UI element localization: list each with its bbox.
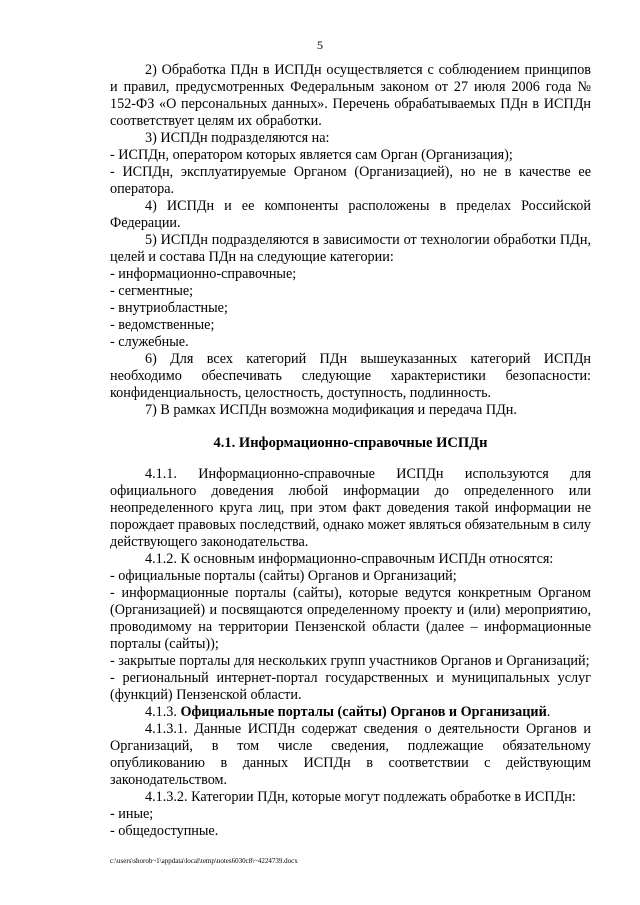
paragraph-q2: 4.1.2. К основным информационно-справочным ИСПДн относятся: bbox=[145, 551, 554, 567]
paragraph-q1: 4.1.1. Информационно-справочные ИСПДн используются для официального доведения любой информации до определенного или неопределенного круга лиц, при этом факт доведения такой информации не порождает правовых последствий, однако может являться обязательным в силу действующего законодательства. bbox=[110, 466, 591, 550]
footer-file-path: c:\users\shorob~1\appdata\local\temp\notes6030c8\~4224739.docx bbox=[110, 857, 298, 865]
paragraph-p5: 5) ИСПДн подразделяются в зависимости от технологии обработки ПДн, целей и состава ПДн на следующие категории: bbox=[110, 232, 591, 265]
paragraph-p5a: - информационно-справочные; bbox=[110, 266, 297, 282]
paragraph-p5b: - сегментные; bbox=[110, 283, 194, 299]
subsection-number: 4.1.3. bbox=[145, 704, 177, 720]
paragraphs-top bbox=[110, 62, 591, 419]
document-body bbox=[110, 62, 591, 840]
paragraph-p3a: - ИСПДн, оператором которых является сам Орган (Организация); bbox=[110, 147, 513, 163]
paragraphs-end bbox=[110, 721, 591, 840]
paragraph-p5c: - внутриобластные; bbox=[110, 300, 228, 316]
subsection-title: Официальные порталы (сайты) Органов и Организаций bbox=[180, 704, 547, 720]
paragraph-r1: 4.1.3.1. Данные ИСПДн содержат сведения о деятельности Органов и Организаций, в том числе сведения, подлежащие обязательному опубликованию в данных ИСПДн в соответствии с действующим законодательством. bbox=[110, 721, 591, 788]
paragraph-p4: 4) ИСПДн и ее компоненты расположены в пределах Российской Федерации. bbox=[110, 198, 591, 231]
paragraph-p3: 3) ИСПДн подразделяются на: bbox=[145, 130, 330, 146]
paragraph-p3b: - ИСПДн, эксплуатируемые Органом (Организацией), но не в качестве ее оператора. bbox=[110, 164, 591, 197]
paragraph-p5d: - ведомственные; bbox=[110, 317, 215, 333]
subsection-4-1-3 bbox=[110, 704, 591, 721]
paragraph-p5e: - служебные. bbox=[110, 334, 189, 350]
paragraphs-bottom bbox=[110, 466, 591, 704]
paragraph-r2: 4.1.3.2. Категории ПДн, которые могут подлежать обработке в ИСПДн: bbox=[145, 789, 576, 805]
paragraph-q2d: - региональный интернет-портал государственных и муниципальных услуг (функций) Пензенской области. bbox=[110, 670, 591, 703]
paragraph-p6: 6) Для всех категорий ПДн вышеуказанных категорий ИСПДн необходимо обеспечивать следующие характеристики безопасности: конфиденциальность, целостность, доступность, подлинность. bbox=[110, 351, 591, 401]
subsection-end: . bbox=[546, 704, 551, 720]
paragraph-p7: 7) В рамках ИСПДн возможна модификация и передача ПДн. bbox=[145, 402, 517, 418]
paragraph-q2c: - закрытые порталы для нескольких групп участников Органов и Организаций; bbox=[110, 653, 590, 669]
paragraph-q2b: - информационные порталы (сайты), которые ведутся конкретным Органом (Организацией) и посвящаются определенному проекту и (или) мероприятию, проводимому на территории Пензенской области (далее – информационные порталы (сайты)); bbox=[110, 585, 591, 652]
paragraph-r2a: - иные; bbox=[110, 806, 154, 822]
page-number: 5 bbox=[317, 38, 323, 52]
paragraph-p2: 2) Обработка ПДн в ИСПДн осуществляется с соблюдением принципов и правил, предусмотренных Федеральным законом от 27 июля 2006 года № 152-ФЗ «О персональных данных». Перечень обрабатываемых ПДн в ИСПДн соответствует целям их обработки. bbox=[110, 62, 591, 129]
section-heading: 4.1. Информационно-справочные ИСПДн bbox=[213, 435, 488, 451]
paragraph-q2a: - официальные порталы (сайты) Органов и Организаций; bbox=[110, 568, 457, 584]
paragraph-r2b: - общедоступные. bbox=[110, 823, 219, 839]
